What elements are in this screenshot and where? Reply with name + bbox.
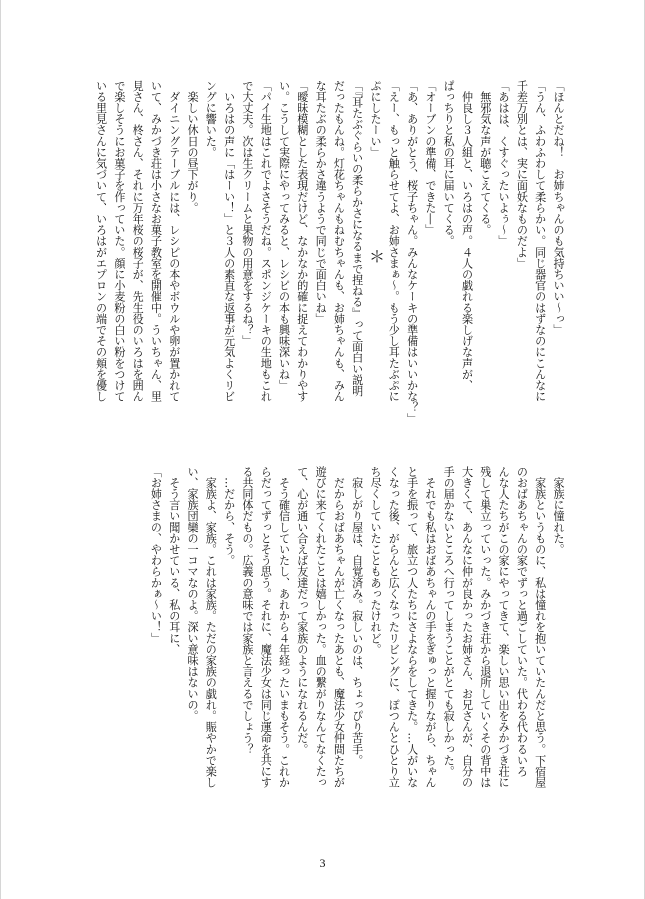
text-line: 「あ、ありがとう、桜子ちゃん。みんなケーキの準備はいいかな？」 bbox=[405, 80, 419, 425]
text-line: 遊びに来てくれたことは嬉しかった。血の繋がりなんてなくたっ bbox=[314, 466, 328, 788]
text-line: ダイニングテーブルには、レシピの本やボウルや卵が置かれて bbox=[167, 80, 181, 402]
text-line: いろはの声に「はーい！」と３人の素直な返事が元気よくリビ bbox=[222, 80, 236, 402]
text-line: 仲良し３人組と、いろはの声。４人の戯れる楽しげな声が、 bbox=[460, 80, 474, 391]
text-line: 「ほんとだね！ お姉ちゃんのも気持ちいい～っ」 bbox=[552, 80, 565, 336]
text-line: で大丈夫。次は生クリームと果物の用意をするね？」 bbox=[240, 80, 254, 347]
text-line: 楽しい休日の昼下がり。 bbox=[186, 80, 200, 214]
text-line: ち尽くしていたこともあったけれど。 bbox=[369, 466, 383, 655]
text-line: んな人たちがこの家にやってきて、楽しい思い出をみかづき荘に bbox=[497, 466, 511, 788]
page-number: 3 bbox=[319, 856, 326, 870]
text-line: 家族に憧れた。 bbox=[552, 466, 565, 555]
page-left-edge bbox=[0, 0, 1, 899]
text-line: のおばあちゃんの家でずっと過ごしていた。代わる代わるいろ bbox=[515, 466, 529, 777]
text-line: 残して巣立っていった。みかづき荘から退所していくその背中は bbox=[478, 466, 492, 788]
text-line: い、家族団欒の一コマなのよ。深い意味はないの。 bbox=[186, 466, 200, 722]
text-line: そう確信していたし、あれから４年経ったいまもそう。これか bbox=[277, 466, 291, 788]
text-line: 「うん、ふわふわして柔らかい。同じ器官のはずなのにこんなに bbox=[533, 80, 547, 402]
text-line: それでも私はおばあちゃんの手をぎゅっと握りながら、ちゃん bbox=[423, 466, 437, 788]
text-line: だったもんね。灯花ちゃんもねむちゃんも、お姉ちゃんも、みん bbox=[332, 80, 346, 402]
text-line: 「お姉さまの、やわらかぁ～い！」 bbox=[149, 466, 163, 644]
text-line: だからおばあちゃんが亡くなったあとも、魔法少女仲間たちが bbox=[332, 466, 346, 788]
text-line: そう言い聞かせている、私の耳に、 bbox=[167, 466, 181, 655]
text-line: 大きくて、あんなに仲が良かったお姉さん、お兄さんが、自分の bbox=[460, 466, 474, 788]
upper-text-block bbox=[91, 80, 567, 464]
text-line: で楽しそうにお菓子を作っていた。顔に小麦粉の白い粉をつけて bbox=[112, 80, 126, 402]
text-line: 寂しがり屋は、自覚済み。寂しいのは、ちょっぴり苦手。 bbox=[350, 466, 364, 766]
text-line: ぷにしたーい」 bbox=[369, 80, 383, 158]
lower-text-block bbox=[146, 466, 567, 850]
text-line: て、心が通い合えば友達だって家族のようになれるんだ。 bbox=[295, 466, 309, 755]
text-line: と手を振って、旅立つ人たちにさよならをしてきた。…人がいな bbox=[405, 466, 419, 788]
text-line: いる里見さんに気づいて、いろはがエプロンの端でその頬を優し bbox=[94, 80, 108, 402]
text-line: 「『耳たぶぐらいの柔らかさになるまで捏ねる』って面白い説明 bbox=[350, 80, 364, 397]
text-line: ぱっちりと私の耳に届いてくる。 bbox=[442, 80, 456, 247]
text-line: 「オーブンの準備、できた―」 bbox=[423, 80, 437, 236]
scene-break-mark: ＊ bbox=[369, 247, 386, 266]
text-line: ングに響いた。 bbox=[204, 80, 218, 158]
text-line: 「パイ生地はこれでよさそうだね。スポンジケーキの生地もこれ bbox=[259, 80, 273, 402]
text-line: 「えー、もっと触らせてよ、お姉さまぁ～。もう少し耳たぶぷに bbox=[387, 80, 401, 402]
text-line: いて、みかづき荘は小さなお菓子教室を開催中。ういちゃん、里 bbox=[149, 80, 163, 402]
text-line: 「曖昧模糊とした表現だけど、なかなか的確に捉えてわかりやす bbox=[295, 80, 309, 402]
text-line: い。こうして実際にやってみると、レシピの本も興味深いね」 bbox=[277, 80, 291, 391]
text-line: な耳たぶの柔らかさ違うようで同じで面白いね」 bbox=[314, 80, 328, 325]
text-line: 無邪気な声が聴こえてくる。 bbox=[478, 80, 492, 236]
text-line: 「あはは、くすぐったいよぅ～」 bbox=[497, 80, 511, 247]
text-line: る共同体だもの。広義の意味では家族と言えるでしょう？ bbox=[240, 466, 254, 755]
text-line: …だから、そう。 bbox=[222, 466, 236, 566]
text-line: 手の届かないところへ行ってしまうことがとても寂しかった。 bbox=[442, 466, 456, 777]
text-line: らだってずっとそう思う。それに、魔法少女は同じ運命を共にす bbox=[259, 466, 273, 788]
text-line: 家族よ、家族。これは家族。ただの家族の戯れ。賑やかで楽し bbox=[204, 466, 218, 788]
text-line: 見さん、柊さん、それに万年桜の桜子が、先生役のいろはを囲ん bbox=[131, 80, 145, 402]
text-line: 家族というものに、私は憧れを抱いていたんだと思う。下宿屋 bbox=[533, 466, 547, 788]
text-line: くなった後、がらんと広くなったリビングに、ぽつんとひとり立 bbox=[387, 466, 401, 788]
text-line: 千差万別とは、実に面妖なものだよ」 bbox=[515, 80, 529, 269]
